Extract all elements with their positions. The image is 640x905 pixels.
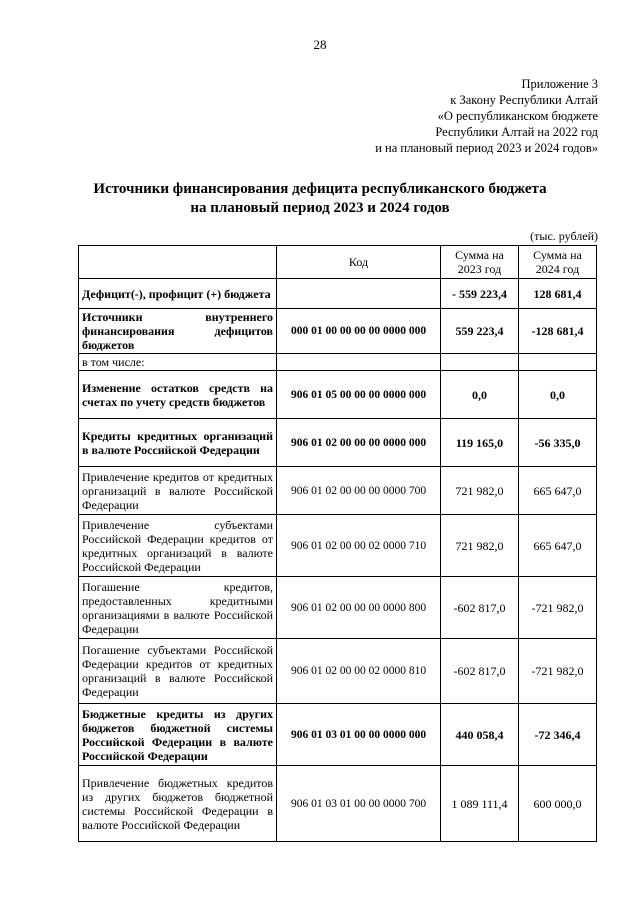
- row-code: 906 01 02 00 00 00 0000 000: [277, 419, 441, 467]
- row-name: Привлечение кредитов от кредитных организаций в валюте Российской Федерации: [79, 467, 277, 515]
- row-code: 906 01 02 00 00 00 0000 800: [277, 577, 441, 639]
- row-code: 000 01 00 00 00 00 0000 000: [277, 309, 441, 354]
- row-2024: -721 982,0: [519, 577, 597, 639]
- appendix-line: и на плановый период 2023 и 2024 годов»: [375, 141, 598, 155]
- row-2023: [441, 354, 519, 371]
- document-title: [0, 180, 640, 218]
- title-line-1: Источники финансирования дефицита республиканского бюджета: [93, 181, 547, 197]
- row-2023: -602 817,0: [441, 639, 519, 704]
- row-2023: 119 165,0: [441, 419, 519, 467]
- row-name: Бюджетные кредиты из других бюджетов бюджетной системы Российской Федерации в валюте Российской Федерации: [79, 704, 277, 766]
- row-code: 906 01 02 00 00 02 0000 810: [277, 639, 441, 704]
- row-2023: 721 982,0: [441, 467, 519, 515]
- table-row: [79, 467, 597, 515]
- row-name: Изменение остатков средств на счетах по учету средств бюджетов: [79, 371, 277, 419]
- row-name: в том числе:: [79, 354, 277, 371]
- row-2023: 440 058,4: [441, 704, 519, 766]
- table-row: [79, 419, 597, 467]
- financing-table: [78, 245, 597, 842]
- row-2023: -602 817,0: [441, 577, 519, 639]
- row-2024: 600 000,0: [519, 766, 597, 842]
- page-number: 28: [313, 37, 327, 52]
- row-name: Источники внутреннего финансирования дефицитов бюджетов: [79, 309, 277, 354]
- header-code: Код: [277, 246, 441, 279]
- row-code: 906 01 05 00 00 00 0000 000: [277, 371, 441, 419]
- appendix-line: «О республиканском бюджете: [437, 109, 598, 123]
- row-2023: - 559 223,4: [441, 279, 519, 309]
- row-2024: [519, 354, 597, 371]
- header-2024: Сумма на 2024 год: [519, 246, 597, 279]
- appendix-block: [375, 76, 598, 156]
- header-2023: Сумма на 2023 год: [441, 246, 519, 279]
- appendix-line: к Закону Республики Алтай: [450, 93, 598, 107]
- row-2024: -721 982,0: [519, 639, 597, 704]
- appendix-line: Республики Алтай на 2022 год: [435, 125, 598, 139]
- table-row: [79, 279, 597, 309]
- row-name: Погашение субъектами Российской Федерации кредитов от кредитных организаций в валюте Российской Федерации: [79, 639, 277, 704]
- row-name: Привлечение субъектами Российской Федерации кредитов от кредитных организаций в валюте Российской Федерации: [79, 515, 277, 577]
- row-name: Дефицит(-), профицит (+) бюджета: [79, 279, 277, 309]
- row-code: [277, 279, 441, 309]
- row-2023: 721 982,0: [441, 515, 519, 577]
- row-2024: 665 647,0: [519, 467, 597, 515]
- row-code: 906 01 03 01 00 00 0000 000: [277, 704, 441, 766]
- row-2024: 128 681,4: [519, 279, 597, 309]
- table-row: [79, 704, 597, 766]
- header-name: [79, 246, 277, 279]
- row-code: 906 01 03 01 00 00 0000 700: [277, 766, 441, 842]
- table-row: [79, 577, 597, 639]
- row-2024: 0,0: [519, 371, 597, 419]
- row-2024: 665 647,0: [519, 515, 597, 577]
- table-row: [79, 639, 597, 704]
- table-row: [79, 515, 597, 577]
- units-label: (тыс. рублей): [530, 229, 598, 243]
- row-2024: -72 346,4: [519, 704, 597, 766]
- table-row: [79, 766, 597, 842]
- row-2024: -128 681,4: [519, 309, 597, 354]
- table-row: [79, 354, 597, 371]
- appendix-line: Приложение 3: [521, 77, 598, 91]
- row-name: Привлечение бюджетных кредитов из других бюджетов бюджетной системы Российской Федерации в валюте Российской Федерации: [79, 766, 277, 842]
- row-2023: 559 223,4: [441, 309, 519, 354]
- row-code: 906 01 02 00 00 02 0000 710: [277, 515, 441, 577]
- row-code: 906 01 02 00 00 00 0000 700: [277, 467, 441, 515]
- table-row: [79, 371, 597, 419]
- table-header-row: [79, 246, 597, 279]
- table-row: [79, 309, 597, 354]
- row-2023: 1 089 111,4: [441, 766, 519, 842]
- row-2024: -56 335,0: [519, 419, 597, 467]
- row-code: [277, 354, 441, 371]
- row-2023: 0,0: [441, 371, 519, 419]
- title-line-2: на плановый период 2023 и 2024 годов: [190, 200, 450, 216]
- row-name: Кредиты кредитных организаций в валюте Российской Федерации: [79, 419, 277, 467]
- row-name: Погашение кредитов, предоставленных кредитными организациями в валюте Российской Федерации: [79, 577, 277, 639]
